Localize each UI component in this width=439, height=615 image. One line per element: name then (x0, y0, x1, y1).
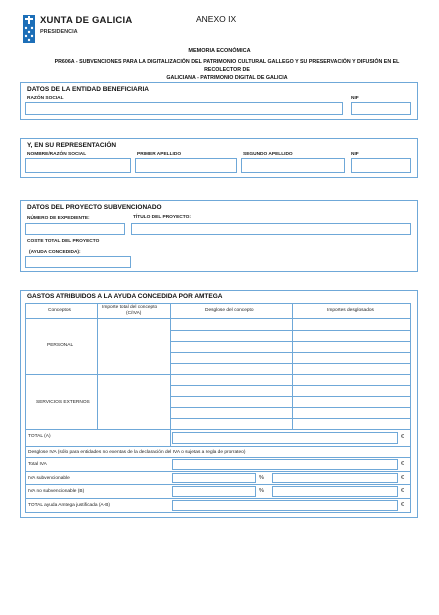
col-desglose: Desglose del concepto (205, 308, 254, 313)
proyecto-title: DATOS DEL PROYECTO SUBVENCIONADO (27, 204, 162, 211)
annex-title: ANEXO IX (196, 14, 237, 24)
total-iva-euro: € (401, 461, 405, 467)
expediente-field[interactable] (25, 223, 125, 235)
iva-subvencionable-pct-field[interactable] (172, 473, 256, 483)
representante-nif-label: NIF (351, 152, 359, 157)
iva-subvencionable-euro: € (401, 475, 405, 481)
personal-importe-cell[interactable] (98, 319, 170, 374)
servicios-importe-cell[interactable] (98, 375, 170, 429)
total-ayuda-label: TOTAL ayuda Amtega justificada (A-B) (28, 503, 111, 508)
subtitle-line-2: GALICIANA - PATRIMONIO DIGITAL DE GALICIA (166, 75, 288, 81)
col-conceptos: Conceptos (48, 308, 71, 313)
coste-field[interactable] (25, 256, 131, 268)
segundo-apellido-field[interactable] (241, 158, 345, 173)
xunta-cross-icon (22, 14, 36, 44)
representacion-section (20, 138, 418, 178)
representante-nif-field[interactable] (351, 158, 411, 173)
iva-subvencionable-pct: % (259, 475, 264, 481)
xunta-logo (22, 14, 142, 50)
titulo-field[interactable] (131, 223, 411, 235)
iva-no-subvencionable-euro: € (401, 488, 405, 494)
total-ayuda-field[interactable] (172, 500, 398, 511)
nif-label: NIF (351, 96, 359, 101)
total-iva-label: Total IVA (28, 462, 47, 467)
row-personal: PERSONAL (47, 343, 74, 348)
total-a-label: TOTAL (A) (28, 434, 51, 439)
nombre-label: NOMBRE/RAZÓN SOCIAL (27, 152, 87, 157)
col-importe-total: Importe total del concepto (102, 305, 158, 310)
ayuda-label: (AYUDA CONCEDIDA): (29, 250, 81, 255)
primer-apellido-label: PRIMER APELLIDO (137, 152, 182, 157)
total-a-euro: € (401, 434, 405, 440)
iva-no-subvencionable-pct: % (259, 488, 264, 494)
razon-social-label: RAZÓN SOCIAL (27, 96, 64, 101)
iva-no-subvencionable-label: IVA no subvencionable (B) (28, 489, 85, 494)
total-a-field[interactable] (172, 432, 398, 444)
col-importes: Importes desglosados (327, 308, 374, 313)
gastos-title: GASTOS ATRIBUIDOS A LA AYUDA CONCEDIDA POR AMTEGA (27, 293, 223, 300)
total-iva-field[interactable] (172, 459, 398, 470)
primer-apellido-field[interactable] (135, 158, 237, 173)
desglose-iva-label: Desglose IVA (sólo para entidades no exentas de la declaración del IVA o sujetas a regla de prorrateo) (28, 450, 246, 455)
row-servicios: SERVICIOS EXTERNOS (36, 400, 90, 405)
nombre-field[interactable] (25, 158, 131, 173)
entidad-title: DATOS DE LA ENTIDAD BENEFICIARIA (27, 86, 149, 93)
logo-subtitle: PRESIDENCIA (40, 29, 78, 35)
memo-title: MEMORIA ECONÓMICA (188, 48, 251, 54)
subtitle-line-1: PR606A - SUBVENCIONES PARA LA DIGITALIZACIÓN DEL PATRIMONIO CULTURAL GALLEGO Y SU PRESERVACIÓN Y DIFUSIÓN EN EL RECOLECTOR DE (54, 59, 400, 73)
procedure-subtitle (40, 58, 414, 82)
col-importe-total-2: (C/IVA) (126, 311, 142, 316)
segundo-apellido-label: SEGUNDO APELLIDO (243, 152, 293, 157)
razon-social-field[interactable] (25, 102, 343, 115)
entidad-section (20, 82, 418, 120)
logo-title: XUNTA DE GALICIA (40, 15, 133, 26)
iva-subvencionable-label: IVA subvencionable (28, 476, 70, 481)
expediente-label: NÚMERO DE EXPEDIENTE: (27, 216, 90, 221)
representacion-title: Y, EN SU REPRESENTACIÓN (27, 142, 117, 149)
titulo-label: TÍTULO DEL PROYECTO: (133, 215, 191, 220)
proyecto-section (20, 200, 418, 272)
total-ayuda-euro: € (401, 502, 405, 508)
nif-field[interactable] (351, 102, 411, 115)
iva-subvencionable-field[interactable] (272, 473, 398, 483)
iva-no-subvencionable-pct-field[interactable] (172, 486, 256, 497)
iva-no-subvencionable-field[interactable] (272, 486, 398, 497)
coste-label: COSTE TOTAL DEL PROYECTO (27, 239, 100, 244)
